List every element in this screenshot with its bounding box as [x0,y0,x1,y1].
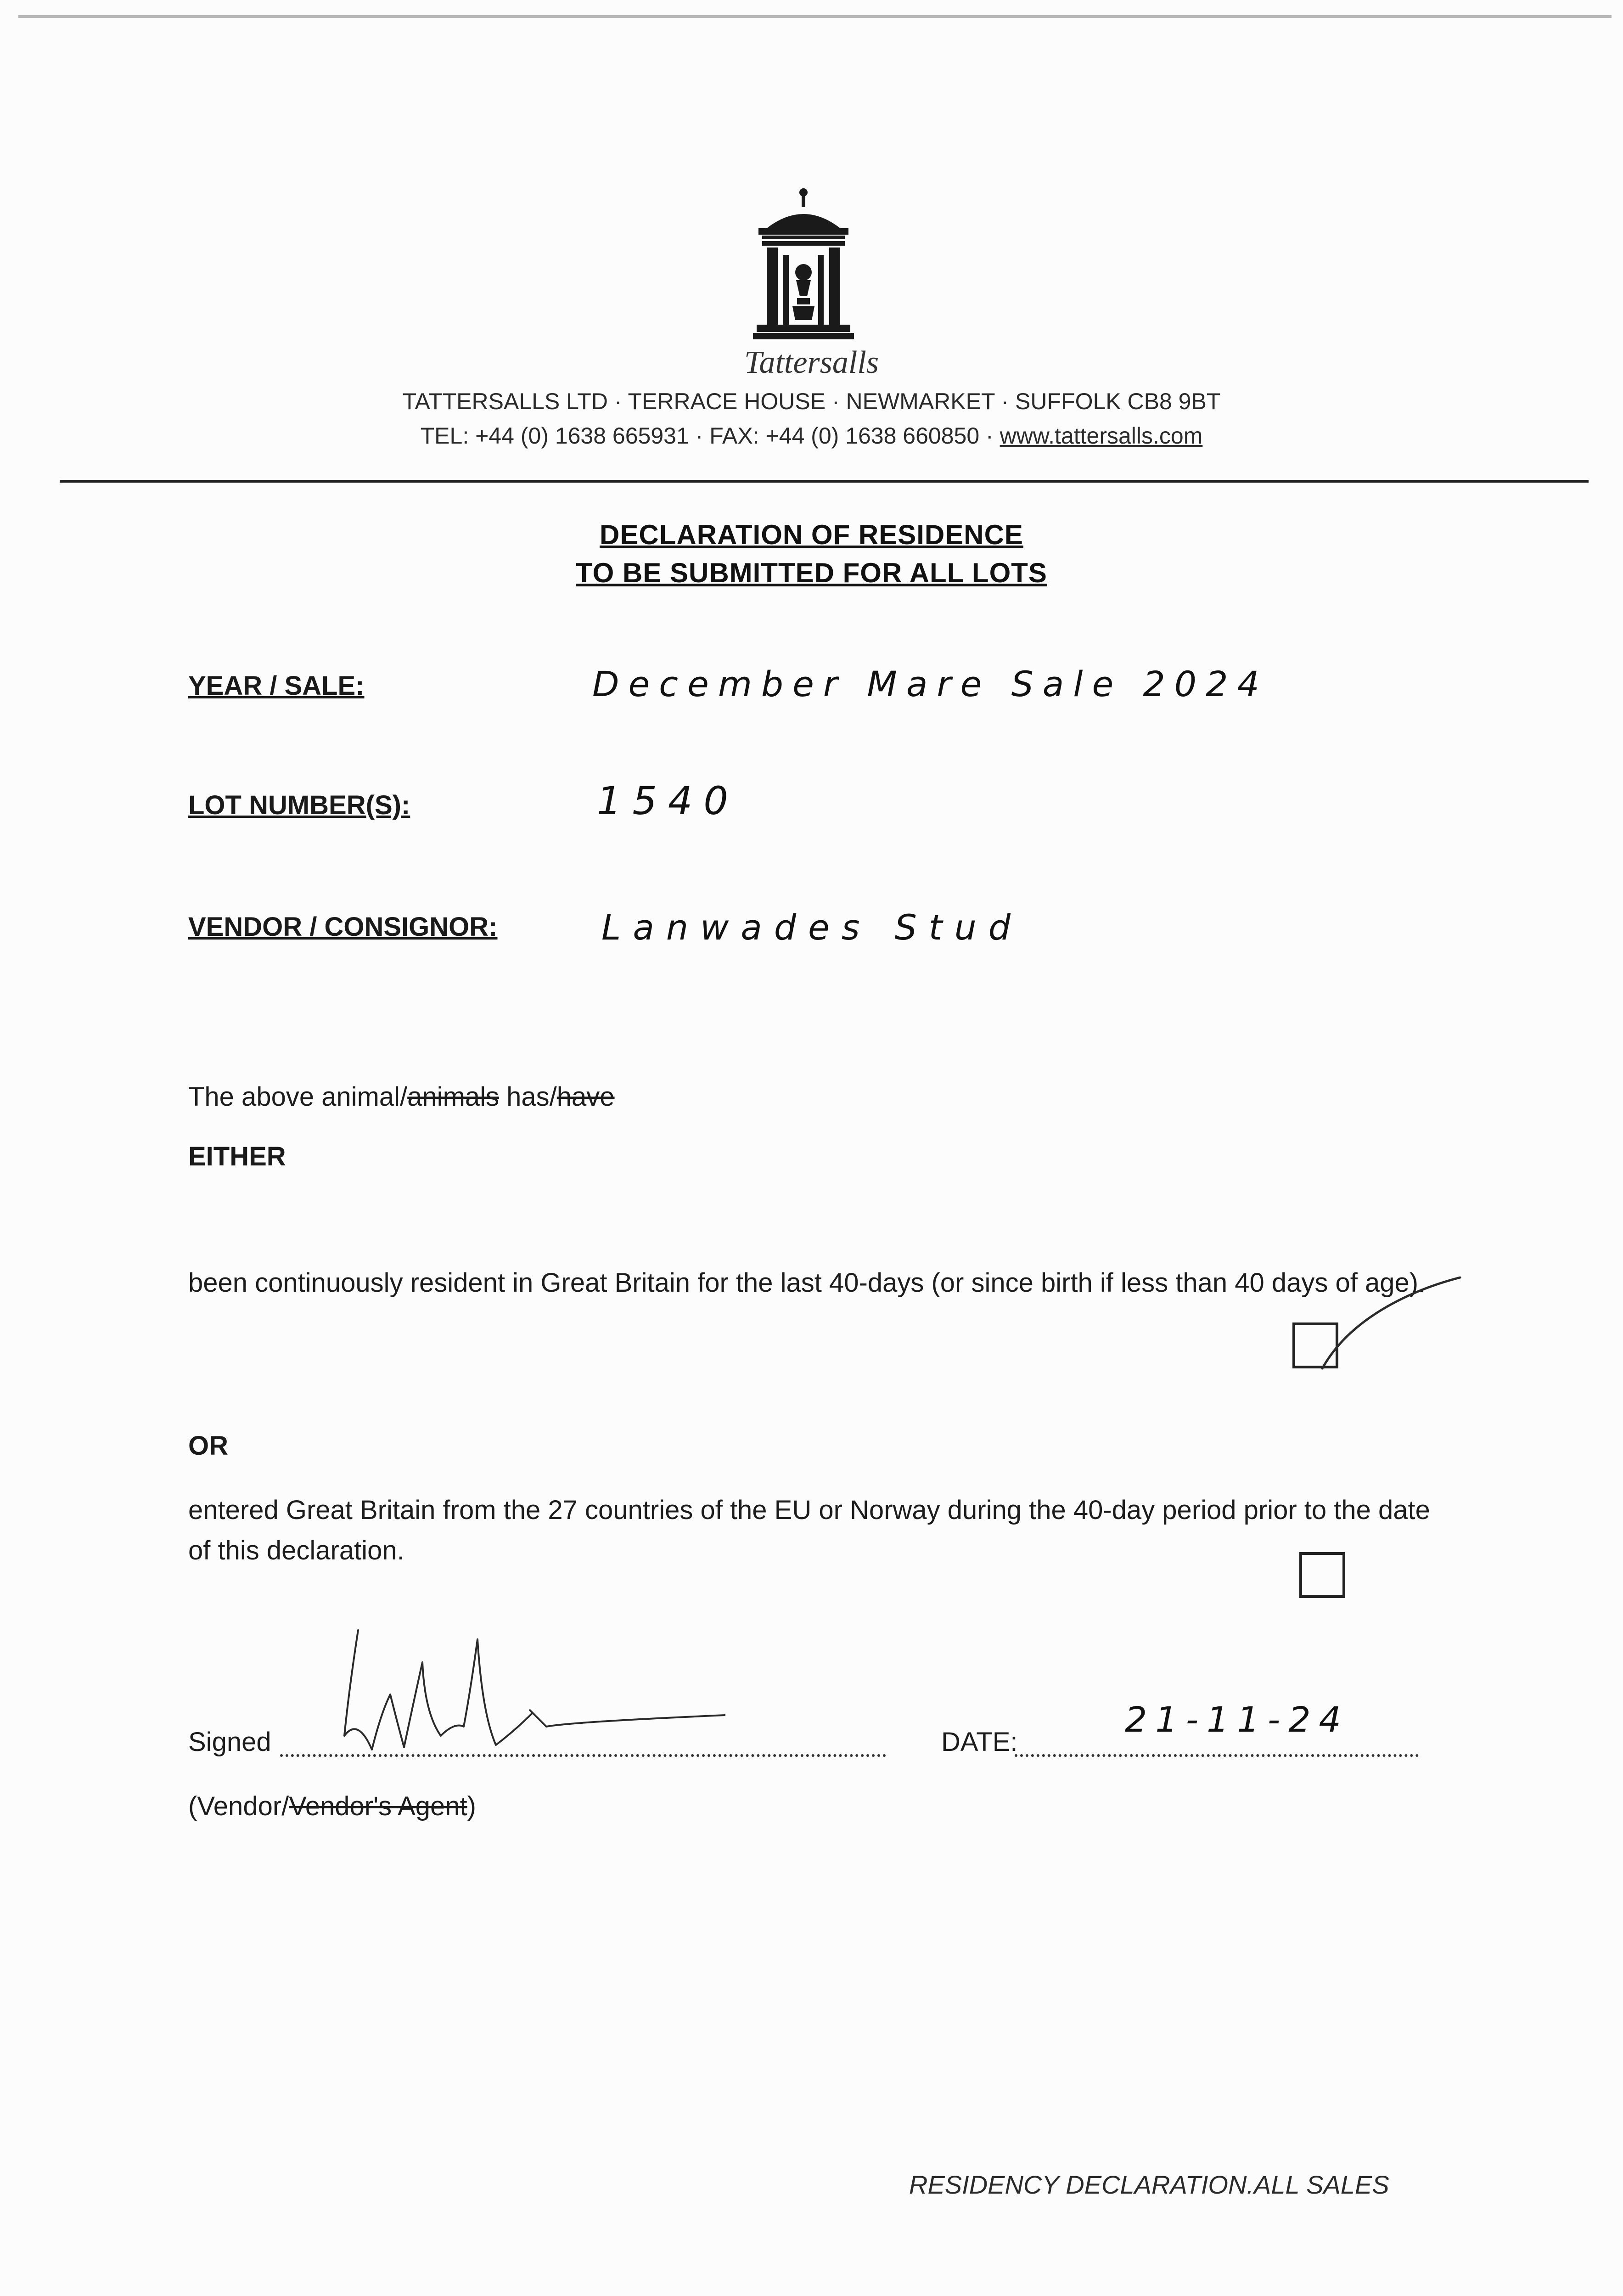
website-link[interactable]: www.tattersalls.com [1000,423,1203,449]
signed-label: Signed [188,1727,271,1757]
signer-role [188,1791,476,1822]
or-heading: OR [188,1431,228,1461]
company-address: TATTERSALLS LTD · TERRACE HOUSE · NEWMARKET · SUFFOLK CB8 9BT [402,388,1221,414]
lot-number-value: 1540 [597,778,739,823]
check-mark-icon [1313,1272,1465,1378]
role-suffix: ) [467,1791,476,1821]
signature-line[interactable] [280,1754,886,1757]
or-option-text: entered Great Britain from the 27 countries of the EU or Norway during the 40-day period prior to the date of this declaration. [188,1495,1430,1565]
footer-label: RESIDENCY DECLARATION.ALL SALES [909,2170,1389,2199]
header-divider [60,480,1589,483]
role-prefix: (Vendor/ [188,1791,289,1821]
lot-number-label: LOT NUMBER(S): [188,790,410,820]
date-label: DATE: [941,1727,1018,1757]
or-checkbox[interactable] [1299,1552,1345,1598]
year-sale-label: YEAR / SALE: [188,671,365,701]
contact-details: TEL: +44 (0) 1638 665931 · FAX: +44 (0) 1638 660850 · [420,423,1000,449]
struck-have: have [556,1082,615,1112]
top-border [18,15,1612,18]
date-value: 21-11-24 [1125,1699,1349,1740]
either-option-text: been continuously resident in Great Britain for the last 40-days (or since birth if less than 40 days of age). [188,1268,1426,1298]
statement-middle: has/ [499,1082,557,1112]
either-heading: EITHER [188,1142,286,1171]
struck-animals: animals [407,1082,500,1112]
year-sale-value: December Mare Sale 2024 [592,664,1269,704]
company-name: Tattersalls [744,345,879,380]
form-title: DECLARATION OF RESIDENCE [600,519,1023,550]
vendor-consignor-value: Lanwades Stud [601,907,1023,948]
tattersalls-logo-icon [748,186,859,342]
company-contact [0,422,1623,449]
struck-vendors-agent: Vendor's Agent [289,1791,467,1821]
form-subtitle: TO BE SUBMITTED FOR ALL LOTS [576,557,1047,588]
statement-prefix: The above animal/ [188,1082,408,1112]
date-line[interactable] [1015,1754,1419,1757]
animal-statement [188,1077,615,1117]
handwritten-signature-icon [331,1612,725,1759]
vendor-consignor-label: VENDOR / CONSIGNOR: [188,912,498,942]
